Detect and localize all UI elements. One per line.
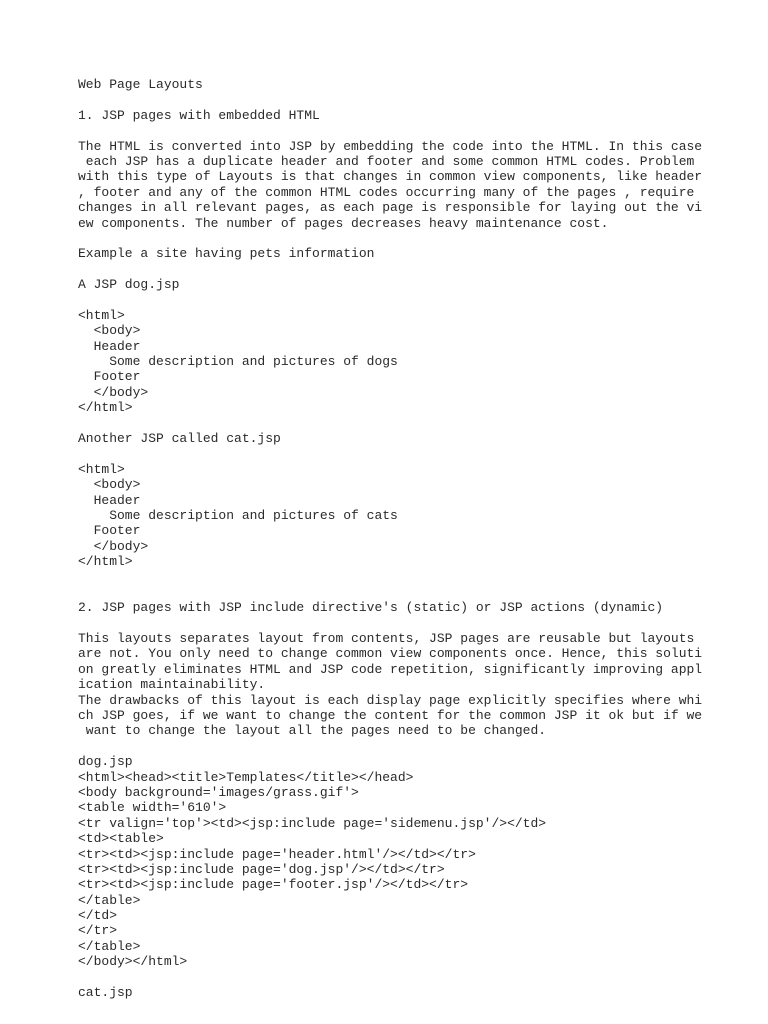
- document-line: </html>: [78, 400, 133, 416]
- document-line: The HTML is converted into JSP by embedding the code into the HTML. In this case: [78, 138, 703, 154]
- document-line: cat.jsp: [78, 985, 133, 1001]
- document-line: <table width='610'>: [78, 800, 227, 816]
- document-line: Example a site having pets information: [78, 246, 375, 262]
- document-line: <body background='images/grass.gif'>: [78, 784, 359, 800]
- document-line: ch JSP goes, if we want to change the content for the common JSP it ok but if we: [78, 708, 703, 724]
- document-line: 1. JSP pages with embedded HTML: [78, 107, 320, 123]
- document-line: want to change the layout all the pages need to be changed.: [78, 723, 547, 739]
- document-body: [78, 77, 703, 1001]
- document-line: [78, 92, 698, 107]
- document-line: [78, 292, 698, 307]
- document-line: [78, 262, 698, 277]
- document-line: Footer: [78, 523, 141, 539]
- document-line: <html>: [78, 461, 125, 477]
- document-line: </html>: [78, 554, 133, 570]
- document-line: ew components. The number of pages decreases heavy maintenance cost.: [78, 215, 609, 231]
- document-line: </tr>: [78, 923, 118, 939]
- document-line: <body>: [78, 477, 141, 493]
- document-line: each JSP has a duplicate header and footer and some common HTML codes. Problem: [78, 153, 695, 169]
- document-line: </table>: [78, 892, 141, 908]
- document-line: <tr valign='top'><td><jsp:include page='sidemenu.jsp'/></td>: [78, 815, 547, 831]
- document-line: dog.jsp: [78, 754, 133, 770]
- document-line: Web Page Layouts: [78, 77, 203, 92]
- document-line: changes in all relevant pages, as each page is responsible for laying out the vi: [78, 200, 703, 216]
- document-line: , footer and any of the common HTML codes occurring many of the pages , require: [78, 184, 695, 200]
- document-line: [78, 446, 698, 461]
- document-line: with this type of Layouts is that changes in common view components, like header: [78, 169, 703, 185]
- document-line: </body>: [78, 538, 149, 554]
- document-line: </body></html>: [78, 954, 188, 970]
- document-line: [78, 970, 698, 985]
- document-line: [78, 739, 698, 754]
- document-line: <tr><td><jsp:include page='header.html'/></td></tr>: [78, 846, 476, 862]
- document-line: Some description and pictures of dogs: [78, 354, 398, 370]
- document-line: [78, 616, 698, 631]
- document-line: This layouts separates layout from contents, JSP pages are reusable but layouts: [78, 631, 695, 647]
- document-line: Footer: [78, 369, 141, 385]
- document-line: [78, 231, 698, 246]
- document-line: ication maintainability.: [78, 677, 266, 693]
- document-line: The drawbacks of this layout is each display page explicitly specifies where whi: [78, 692, 703, 708]
- document-line: [78, 123, 698, 138]
- document-line: Header: [78, 338, 141, 354]
- document-line: <td><table>: [78, 831, 164, 847]
- document-line: Another JSP called cat.jsp: [78, 430, 281, 446]
- document-line: [78, 416, 698, 431]
- document-line: <html><head><title>Templates</title></head>: [78, 769, 414, 785]
- document-line: A JSP dog.jsp: [78, 277, 180, 293]
- document-line: [78, 570, 698, 585]
- document-line: <body>: [78, 323, 141, 339]
- document-line: </td>: [78, 908, 118, 924]
- document-line: <tr><td><jsp:include page='dog.jsp'/></td></tr>: [78, 861, 445, 877]
- document-line: Header: [78, 492, 141, 508]
- document-line: Some description and pictures of cats: [78, 507, 398, 523]
- document-line: </body>: [78, 384, 149, 400]
- document-line: 2. JSP pages with JSP include directive's (static) or JSP actions (dynamic): [78, 600, 664, 616]
- document-line: are not. You only need to change common view components once. Hence, this soluti: [78, 646, 703, 662]
- document-line: <html>: [78, 307, 125, 323]
- document-line: on greatly eliminates HTML and JSP code repetition, significantly improving appl: [78, 661, 703, 677]
- document-line: <tr><td><jsp:include page='footer.jsp'/></td></tr>: [78, 877, 469, 893]
- document-line: </table>: [78, 938, 141, 954]
- document-line: [78, 585, 698, 600]
